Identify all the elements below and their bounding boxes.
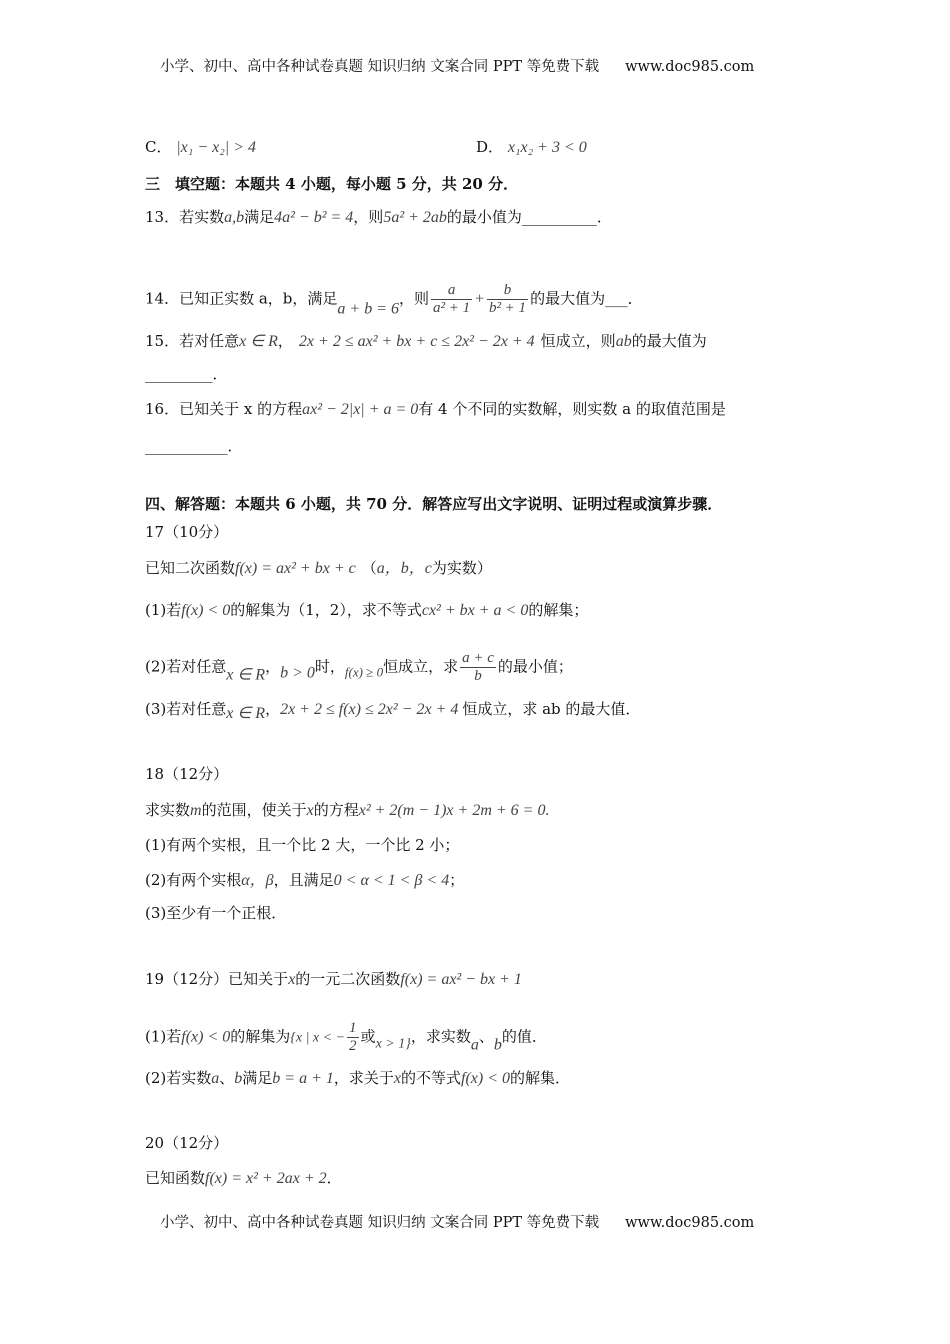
q20-stem (145, 1168, 342, 1188)
question-15 (145, 331, 707, 351)
denominator: b (474, 668, 482, 684)
text: ，则 (399, 289, 430, 308)
q17-part-2 (145, 650, 573, 690)
math: b = a + 1 (272, 1070, 334, 1087)
math: x (288, 971, 296, 988)
q19-stem (145, 969, 522, 989)
text: 14．已知正实数 a，b，满足 (145, 289, 338, 308)
text: ； (449, 871, 465, 889)
math: x ∈ R (226, 666, 266, 684)
math: 0 < α < 1 < β < 4 (333, 872, 450, 889)
section-4-heading: 四、解答题：本题共 6 小题，共 70 分．解答应写出文字说明、证明过程或演算步骤． (145, 495, 723, 513)
math: a,b (224, 209, 245, 226)
option-label: D． (476, 138, 504, 156)
denominator: a² + 1 (433, 300, 471, 316)
q17-part-1 (145, 600, 588, 620)
text: ． (627, 289, 643, 308)
math: m (190, 802, 202, 819)
text: 的最大值为 (530, 289, 606, 308)
text: ． (326, 1169, 342, 1187)
text: (1)若 (145, 1027, 182, 1046)
math: {x | x < − (290, 1030, 346, 1046)
math: a (211, 1070, 220, 1087)
math: 4a² − b² = 4 (274, 209, 354, 226)
option-c (145, 137, 256, 157)
q19-part-2 (145, 1068, 570, 1088)
answer-blank-15: _________． (145, 365, 228, 383)
math: f(x) = ax² − bx + 1 (400, 971, 522, 988)
numerator: b (487, 282, 528, 300)
math: cx² + bx + a < 0 (421, 602, 529, 619)
math: x ∈ R (239, 333, 278, 350)
q17-title: 17（10分） (145, 523, 229, 541)
math: x² + 2(m − 1)x + 2m + 6 = 0. (358, 802, 550, 819)
text: 的最小值； (497, 657, 573, 676)
math: f(x) = x² + 2ax + 2 (205, 1170, 327, 1187)
fraction (347, 1020, 359, 1055)
text: 15．若对任意 (145, 332, 240, 350)
question-13 (145, 207, 612, 227)
text: 或 (360, 1027, 376, 1046)
q20-title: 20（12分） (145, 1134, 229, 1152)
question-16 (145, 399, 726, 419)
q18-part-2 (145, 870, 464, 890)
text: 已知二次函数 (145, 559, 236, 577)
q18-part-1: (1)有两个实根，且一个比 2 大，一个比 2 小； (145, 836, 460, 854)
math: 2x + 2 ≤ f(x) ≤ 2x² − 2x + 4 (280, 701, 459, 718)
math: α，β (241, 872, 274, 889)
math: x₁x₂ + 3 < 0 (507, 139, 587, 156)
math: f(x) ≥ 0 (344, 664, 384, 680)
numerator: 1 (349, 1020, 357, 1036)
text: 19（12分）已知关于 (145, 970, 289, 988)
text: 的值． (501, 1027, 547, 1046)
text: (2)若实数 (145, 1069, 212, 1087)
q17-part-3 (145, 699, 641, 722)
text: 的最小值为 (446, 208, 522, 226)
text: 已知函数 (145, 1169, 206, 1187)
answer-blank: ___ (605, 289, 628, 308)
math: x (393, 1070, 401, 1087)
text: 恒成立，求 ab 的最大值． (462, 700, 641, 718)
math: a (470, 1036, 479, 1054)
text: （ (361, 559, 377, 577)
text: 满足 (242, 1069, 273, 1087)
text: 恒成立，求 (383, 657, 459, 676)
math: f(x) < 0 (461, 1070, 511, 1087)
denominator: 2 (349, 1038, 357, 1054)
math: a，b，c (376, 560, 432, 577)
text: (1)若 (145, 601, 182, 619)
text: 的一元二次函数 (295, 970, 401, 988)
denominator: b² + 1 (488, 300, 527, 316)
math: + (474, 290, 485, 308)
text: ， (265, 700, 281, 718)
numerator: a (431, 282, 472, 300)
text: 、 (219, 1069, 235, 1087)
math: 5a² + 2ab (383, 209, 447, 226)
footer-text: 小学、初中、高中各种试卷真题 知识归纳 文案合同 PPT 等免费下载 (160, 1215, 600, 1231)
section-3-heading: 三 填空题：本题共 4 小题，每小题 5 分，共 20 分． (145, 175, 519, 193)
numerator: a + c (462, 650, 494, 666)
math: b (234, 1070, 243, 1087)
text: ，求关于 (333, 1069, 394, 1087)
text: 时， (314, 657, 345, 676)
math: ab (615, 333, 632, 350)
text: 的解集． (510, 1069, 571, 1087)
q17-stem (145, 558, 492, 578)
text: 为实数） (431, 559, 492, 577)
text: (3)若对任意 (145, 700, 227, 718)
header-text: 小学、初中、高中各种试卷真题 知识归纳 文案合同 PPT 等免费下载 (160, 59, 600, 75)
option-label: C． (145, 138, 172, 156)
q18-part-3: (3)至少有一个正根． (145, 904, 287, 922)
text: 满足 (244, 208, 275, 226)
text: ，则 (353, 208, 384, 226)
math: ax² − 2|x| + a = 0 (302, 401, 419, 418)
math: f(x) < 0 (181, 602, 231, 619)
text: 的解集； (528, 601, 589, 619)
math: 2x + 2 ≤ ax² + bx + c ≤ 2x² − 2x + 4 (298, 333, 535, 350)
text: 13．若实数 (145, 208, 225, 226)
text: ， (277, 332, 293, 350)
math: x (306, 802, 314, 819)
text: (2)若对任意 (145, 657, 227, 676)
text: 求实数 (145, 801, 191, 819)
text: 有 4 个不同的实数解，则实数 a 的取值范围是 (418, 400, 726, 418)
text: 、 (478, 1027, 494, 1046)
math: b (493, 1036, 502, 1054)
text: ，求实数 (410, 1027, 471, 1046)
math: f(x) = ax² + bx + c (235, 560, 356, 577)
math: b > 0 (280, 664, 315, 682)
q18-stem (145, 800, 549, 820)
fraction (431, 282, 472, 317)
text: 恒成立，则 (540, 332, 616, 350)
text: 的不等式 (401, 1069, 462, 1087)
text: 16．已知关于 x 的方程 (145, 400, 303, 418)
text: (2)有两个实根 (145, 871, 242, 889)
option-d (476, 137, 587, 157)
math: |x₁ − x₂| > 4 (176, 139, 256, 156)
footer-url: www.doc985.com (625, 1215, 755, 1231)
page-footer (160, 1213, 754, 1233)
text: 的最大值为 (631, 332, 707, 350)
text: 的解集为（1，2），求不等式 (230, 601, 422, 619)
text: ， (265, 657, 281, 676)
answer-blank-16: ___________． (145, 437, 243, 455)
q19-part-1 (145, 1020, 547, 1060)
math: a + b = 6 (337, 300, 399, 318)
text: 的方程 (313, 801, 359, 819)
fraction (460, 650, 496, 685)
math: x > 1} (375, 1036, 411, 1052)
math: x ∈ R (226, 705, 266, 722)
text: ． (596, 208, 612, 226)
question-14 (145, 282, 643, 322)
page-header (160, 57, 754, 77)
header-url: www.doc985.com (625, 59, 755, 75)
math: f(x) < 0 (181, 1028, 231, 1046)
text: 的范围，使关于 (201, 801, 307, 819)
text: ，且满足 (273, 871, 334, 889)
answer-blank: __________ (521, 208, 597, 226)
fraction (487, 282, 528, 317)
q18-title: 18（12分） (145, 765, 229, 783)
text: 的解集为 (230, 1027, 291, 1046)
